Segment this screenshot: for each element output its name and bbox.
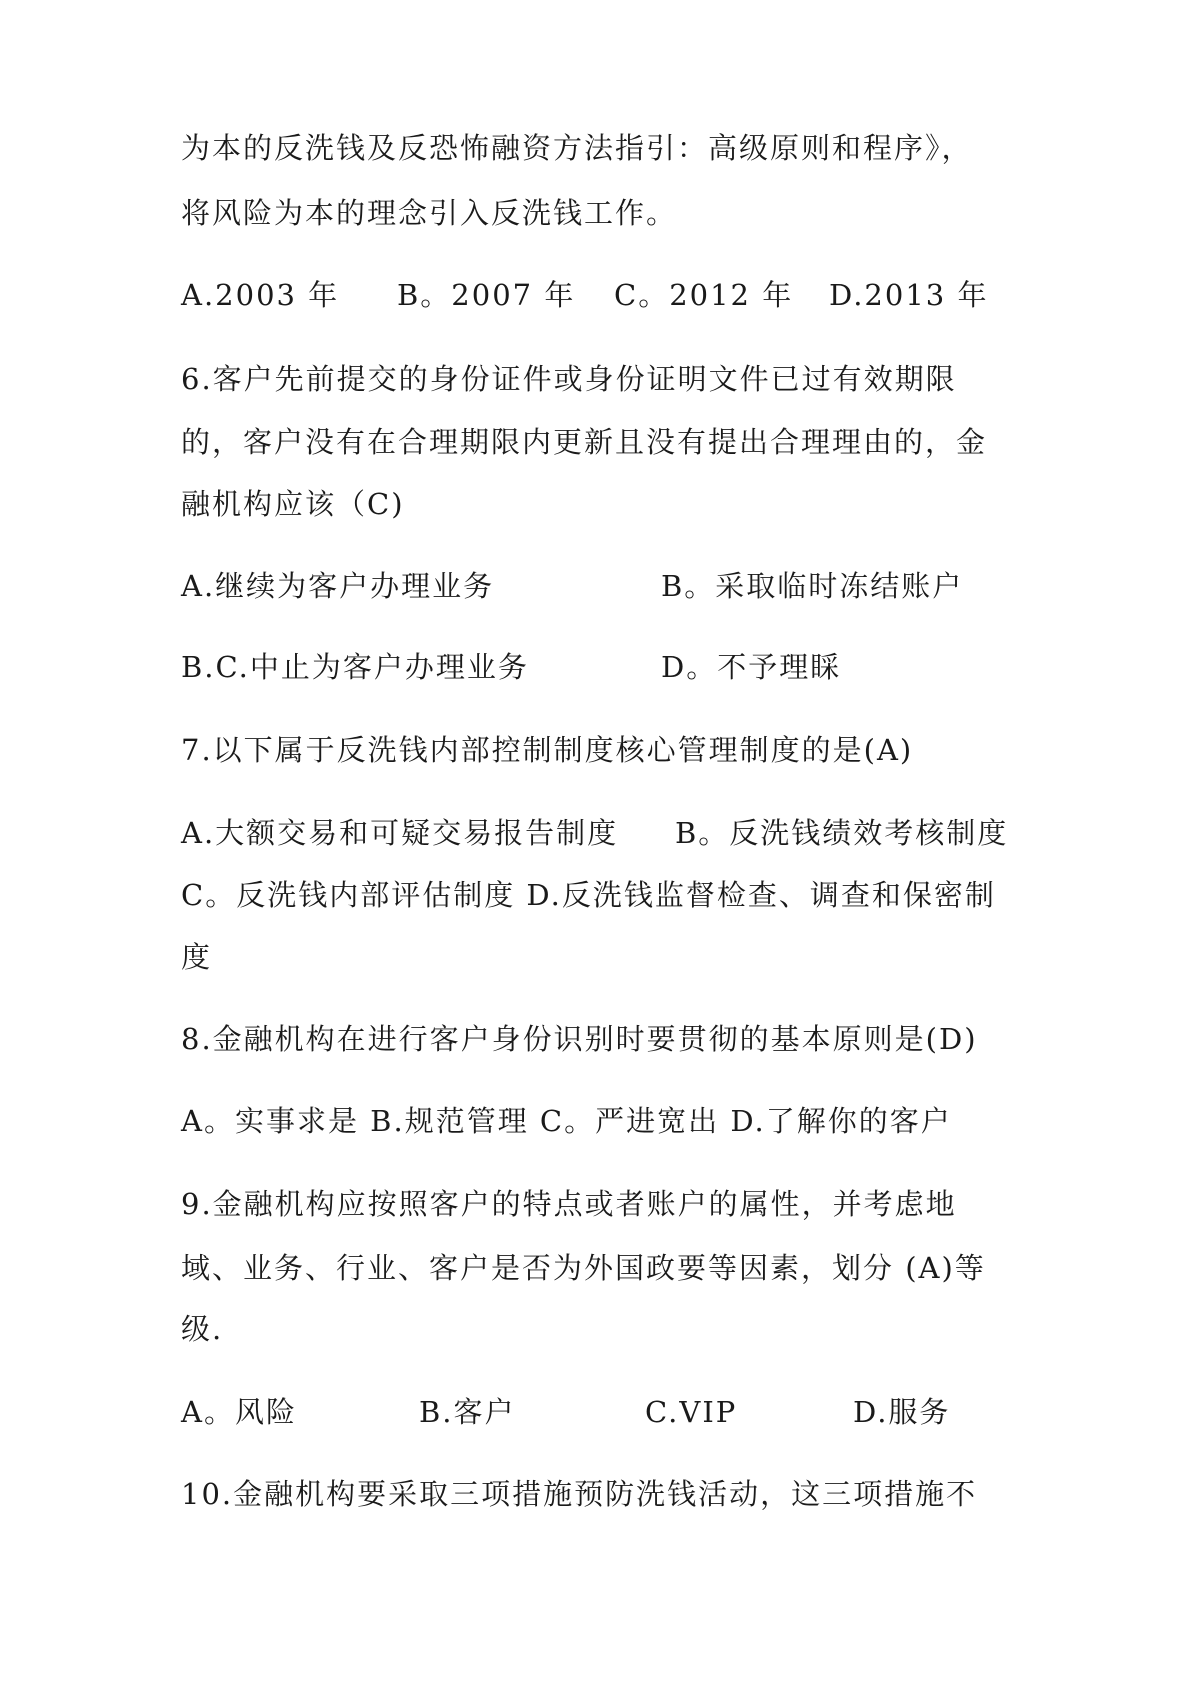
- q7-options-line-3: 度: [181, 940, 213, 974]
- q5-option-c: C。2012 年: [614, 278, 794, 312]
- q6-option-d: D。不予理睬: [661, 650, 842, 684]
- q6-option-c: B.C.中止为客户办理业务: [181, 650, 529, 684]
- q8-options: A。实事求是 B.规范管理 C。严进宽出 D.了解你的客户: [181, 1104, 952, 1138]
- q7-option-a: A.大额交易和可疑交易报告制度: [181, 816, 619, 850]
- q9-option-c: C.VIP: [645, 1395, 738, 1429]
- q9-option-b: B.客户: [419, 1395, 516, 1429]
- q5-option-b: B。2007 年: [397, 278, 576, 312]
- q6-line-1: 6.客户先前提交的身份证件或身份证明文件已过有效期限: [181, 362, 957, 396]
- q6-option-b: B。采取临时冻结账户: [661, 569, 964, 603]
- q9-option-a: A。风险: [181, 1395, 297, 1429]
- q9-option-d: D.服务: [853, 1395, 951, 1429]
- q9-line-2: 域、业务、行业、客户是否为外国政要等因素，划分 (A)等: [181, 1251, 986, 1285]
- q9-line-3: 级.: [181, 1312, 224, 1346]
- q5-option-d: D.2013 年: [829, 278, 989, 312]
- q8-line-1: 8.金融机构在进行客户身份识别时要贯彻的基本原则是(D): [181, 1022, 978, 1056]
- q6-option-a: A.继续为客户办理业务: [181, 569, 495, 603]
- q7-line-1: 7.以下属于反洗钱内部控制制度核心管理制度的是(A): [181, 733, 914, 767]
- q10-line-1: 10.金融机构要采取三项措施预防洗钱活动，这三项措施不: [181, 1477, 978, 1511]
- q6-line-3: 融机构应该（C): [181, 487, 405, 521]
- q6-line-2: 的，客户没有在合理期限内更新且没有提出合理理由的，金: [181, 425, 988, 459]
- intro-line-1: 为本的反洗钱及反恐怖融资方法指引：高级原则和程序》，: [181, 131, 973, 165]
- q7-options-line-2: C。反洗钱内部评估制度 D.反洗钱监督检查、调查和保密制: [181, 878, 996, 912]
- q9-line-1: 9.金融机构应按照客户的特点或者账户的属性，并考虑地: [181, 1187, 957, 1221]
- intro-line-2: 将风险为本的理念引入反洗钱工作。: [181, 196, 678, 230]
- q5-option-a: A.2003 年: [181, 278, 340, 312]
- q7-option-b: B。反洗钱绩效考核制度: [675, 816, 1009, 850]
